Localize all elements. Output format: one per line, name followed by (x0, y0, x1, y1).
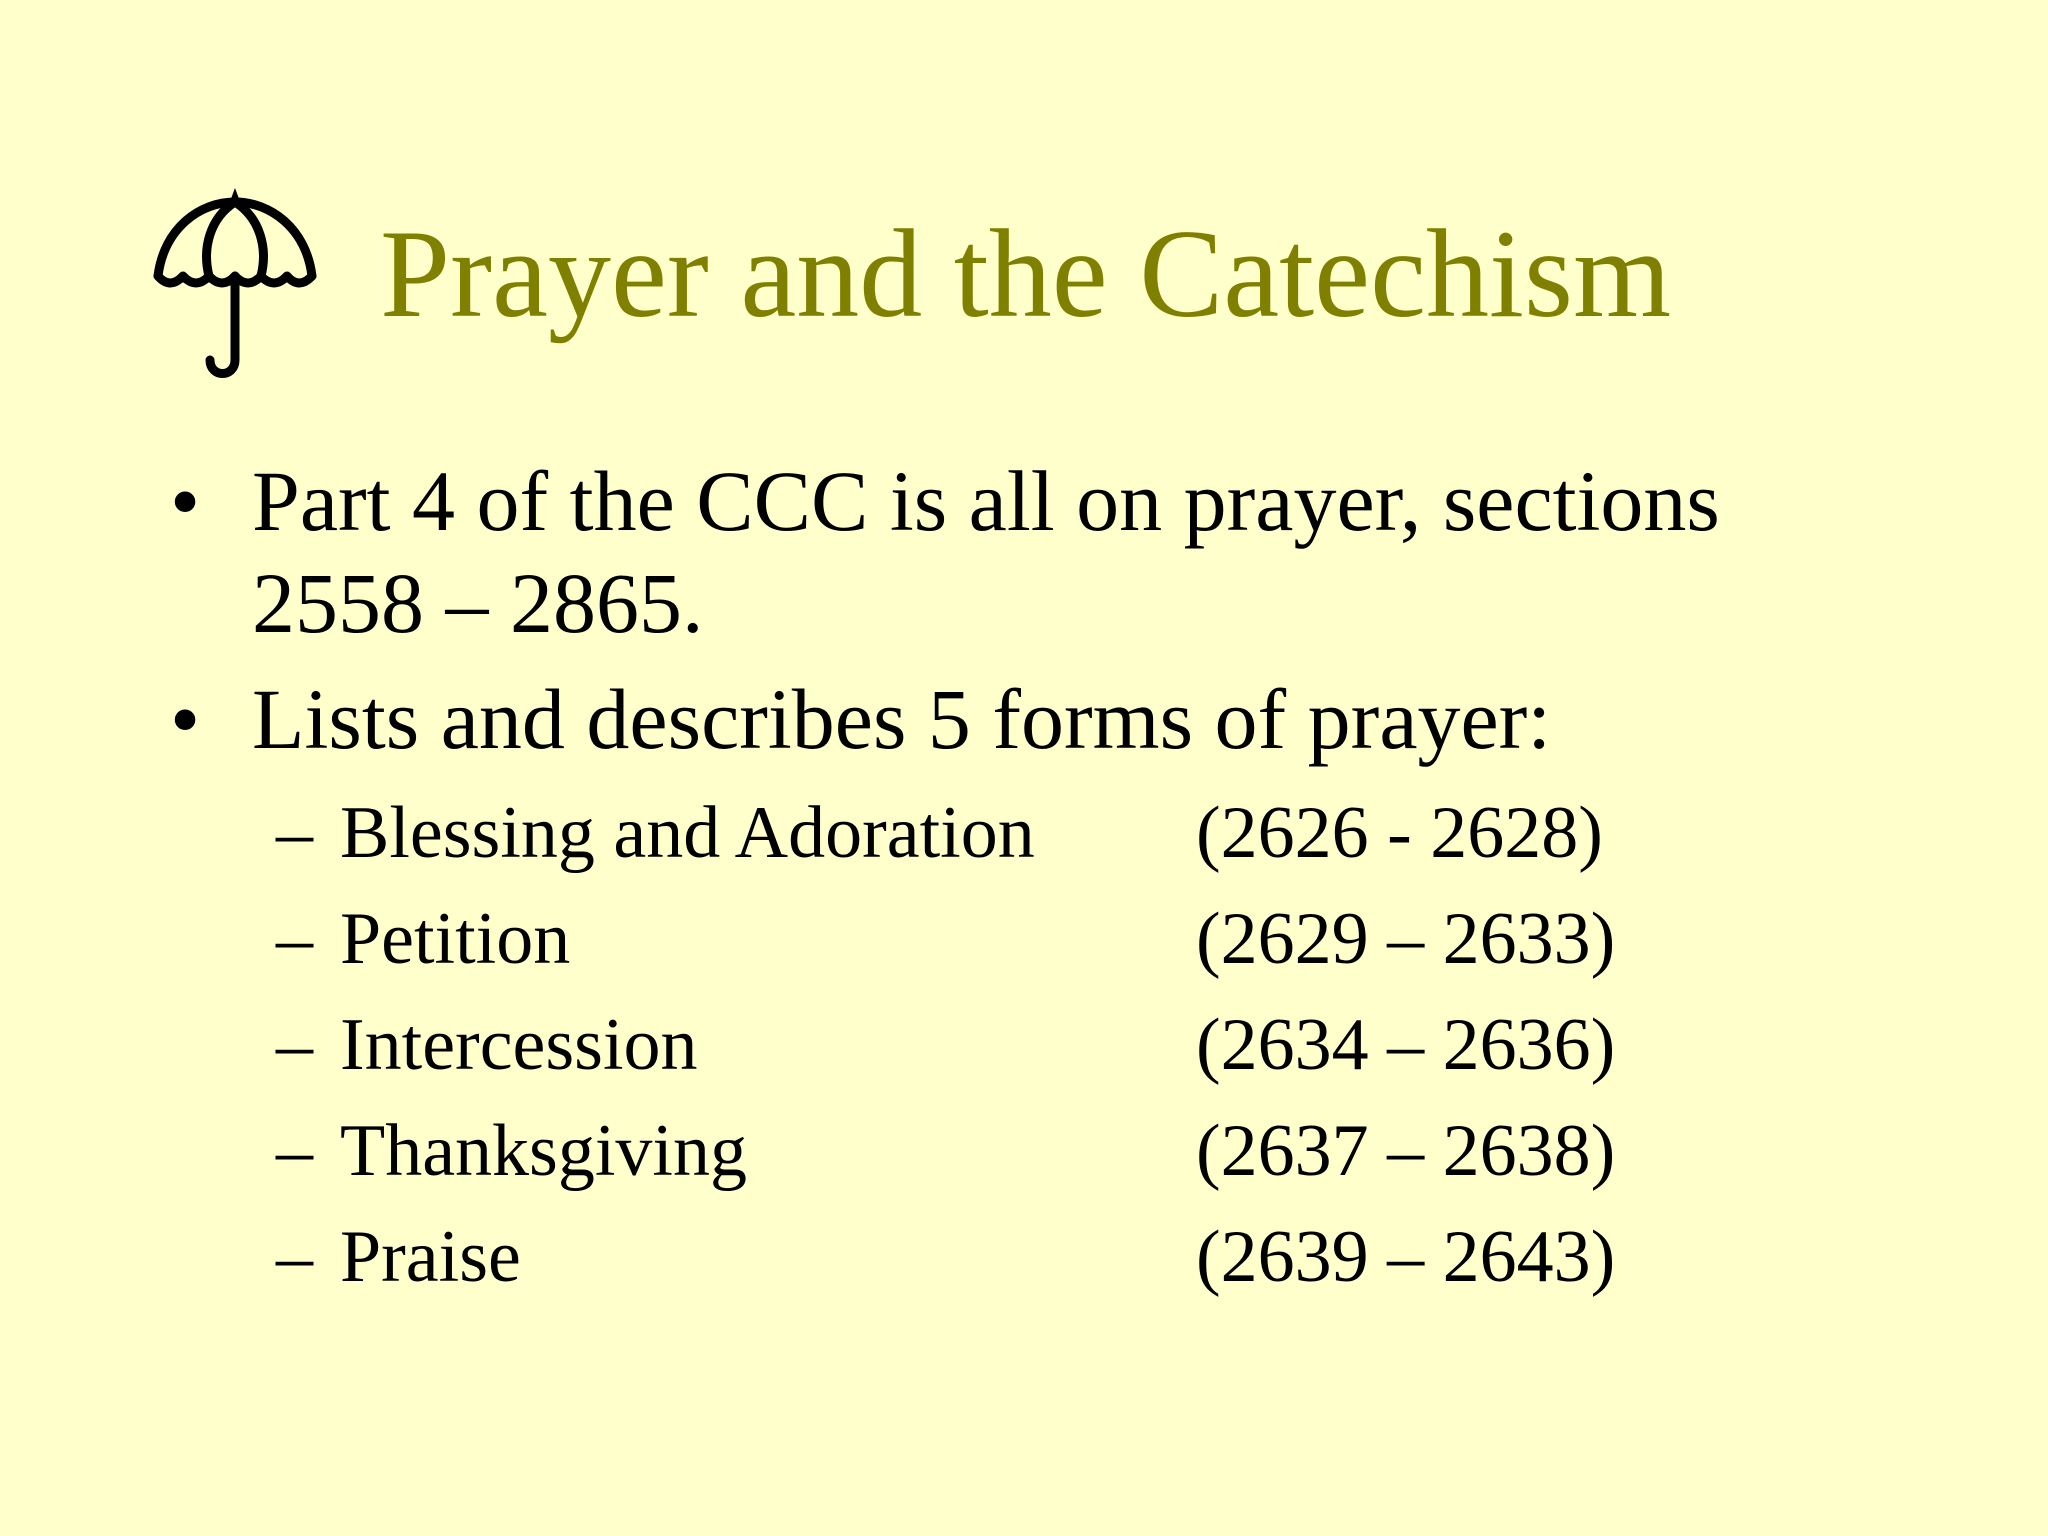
list-item (170, 1204, 2010, 1310)
sub-bullet-marker: – (276, 792, 313, 874)
form-name: Petition (340, 898, 571, 980)
form-name: Intercession (340, 1004, 698, 1086)
list-item (170, 886, 2010, 992)
form-name: Thanksgiving (340, 1110, 747, 1192)
form-reference: (2626 - 2628) (1196, 792, 1603, 874)
form-reference: (2634 – 2636) (1196, 1004, 1616, 1086)
list-item (170, 780, 2010, 886)
bullet-item (170, 668, 2010, 770)
bullet-marker: • (170, 453, 201, 549)
sub-bullet-marker: – (276, 1004, 313, 1086)
sub-bullet-marker: – (276, 1110, 313, 1192)
umbrella-icon (150, 188, 320, 388)
form-name: Blessing and Adoration (340, 792, 1035, 874)
list-item (170, 1098, 2010, 1204)
sub-bullet-marker: – (276, 1216, 313, 1298)
list-item (170, 992, 2010, 1098)
bullet-marker: • (170, 671, 201, 767)
slide-body (170, 450, 2010, 1310)
form-reference: (2629 – 2633) (1196, 898, 1616, 980)
form-reference: (2637 – 2638) (1196, 1110, 1616, 1192)
form-reference: (2639 – 2643) (1196, 1216, 1616, 1298)
bullet-text-line: 2558 – 2865. (252, 555, 704, 651)
bullet-text-line: Lists and describes 5 forms of prayer: (252, 671, 1552, 767)
prayer-forms-list (170, 780, 2010, 1310)
sub-bullet-marker: – (276, 898, 313, 980)
bullet-text-line: Part 4 of the CCC is all on prayer, sections (252, 453, 1720, 549)
slide-title: Prayer and the Catechism (380, 205, 1672, 344)
form-name: Praise (340, 1216, 521, 1298)
bullet-item (170, 450, 2010, 654)
